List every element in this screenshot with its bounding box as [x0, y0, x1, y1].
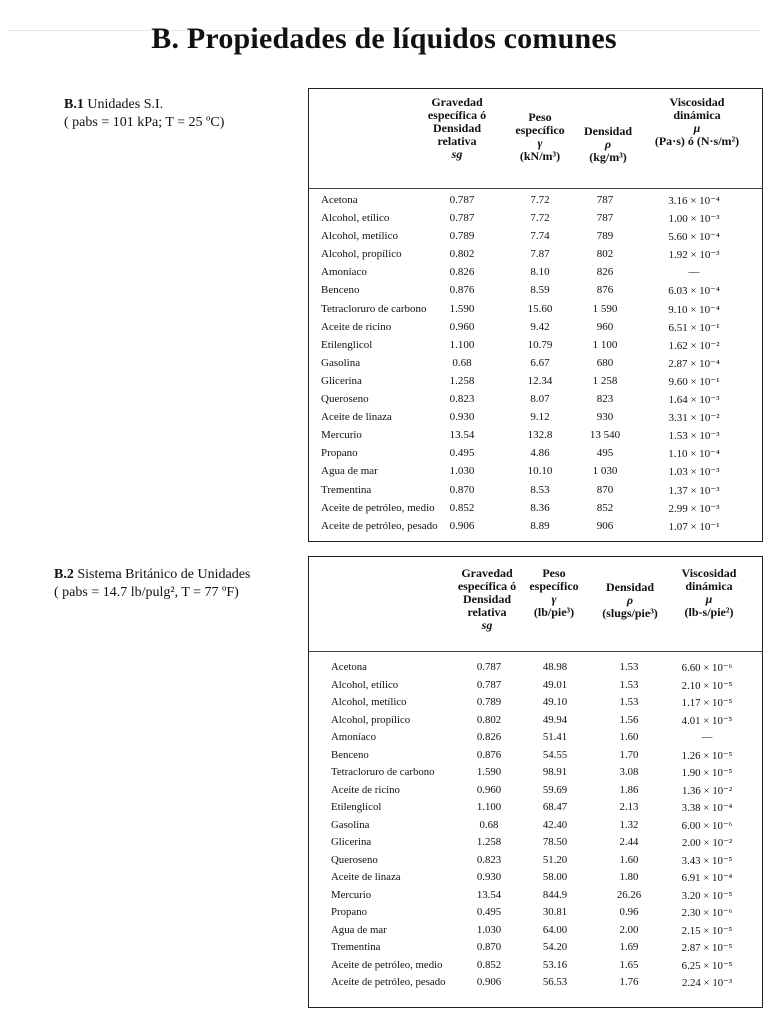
header-unit: (kN/m³) — [519, 149, 561, 163]
header-line: específica ó — [427, 108, 487, 122]
cell-peso-especifico: 51.41 — [542, 731, 568, 743]
cell-viscosidad: 2.00 × 10⁻² — [681, 837, 733, 849]
cell-densidad: 906 — [596, 519, 614, 532]
cell-sg: 1.030 — [449, 465, 475, 478]
header-unit: (kg/m³) — [589, 150, 627, 164]
cell-peso-especifico: 7.72 — [530, 194, 550, 206]
cell-peso-especifico: 6.67 — [530, 356, 550, 369]
header-line: dinámica — [673, 108, 721, 122]
cell-sg: 13.54 — [476, 888, 502, 901]
cell-densidad: 930 — [596, 411, 614, 424]
cell-viscosidad: 6.91 × 10⁻⁴ — [681, 872, 733, 884]
table-row — [309, 764, 762, 782]
cell-sg: 0.787 — [449, 194, 475, 206]
cell-liquid-name: Aceite de petróleo, pesado — [321, 519, 438, 532]
cell-peso-especifico: 9.12 — [530, 411, 550, 424]
header-unit: (slugs/pie³) — [602, 606, 658, 620]
table-row — [309, 391, 762, 409]
cell-viscosidad: 3.31 × 10⁻² — [668, 412, 720, 425]
cell-peso-especifico: 8.53 — [530, 483, 550, 496]
table-row — [309, 869, 762, 887]
cell-viscosidad: 2.10 × 10⁻⁵ — [681, 679, 733, 692]
cell-sg: 0.852 — [476, 958, 502, 971]
header-symbol: ρ — [604, 137, 612, 151]
header-line: específico — [529, 579, 579, 593]
header-unit: (lb-s/pie²) — [684, 605, 734, 619]
cell-peso-especifico: 7.72 — [530, 212, 550, 225]
cell-peso-especifico: 64.00 — [542, 923, 568, 936]
header-line: relativa — [437, 134, 477, 148]
cell-densidad: 870 — [596, 483, 614, 496]
cell-viscosidad: 1.00 × 10⁻³ — [668, 213, 720, 226]
header-symbol: γ — [537, 136, 543, 150]
cell-peso-especifico: 844.9 — [542, 888, 568, 901]
cell-sg: 1.100 — [449, 338, 475, 351]
cell-peso-especifico: 12.34 — [527, 374, 553, 387]
table-row — [309, 282, 762, 300]
cell-densidad: 2.44 — [619, 836, 639, 848]
cell-sg: 0.823 — [449, 393, 475, 406]
cell-densidad: 826 — [596, 266, 614, 279]
table-row — [309, 712, 762, 730]
cell-viscosidad: 6.00 × 10⁻⁶ — [681, 819, 733, 832]
table1-label-number: B.1 — [64, 97, 84, 112]
cell-liquid-name: Alcohol, propílico — [331, 713, 411, 726]
cell-densidad: 789 — [596, 230, 614, 243]
cell-peso-especifico: 8.07 — [530, 393, 550, 406]
cell-viscosidad: 2.87 × 10⁻⁴ — [668, 357, 720, 370]
cell-peso-especifico: 42.40 — [542, 818, 568, 831]
cell-viscosidad: 4.01 × 10⁻⁵ — [681, 714, 733, 727]
cell-densidad: 0.96 — [619, 906, 639, 918]
cell-viscosidad: 1.10 × 10⁻⁴ — [668, 448, 720, 461]
cell-liquid-name: Propano — [331, 906, 367, 918]
cell-sg: 0.930 — [449, 411, 475, 424]
cell-densidad: 1.76 — [619, 976, 639, 988]
cell-sg: 0.787 — [476, 661, 502, 673]
cell-liquid-name: Agua de mar — [321, 465, 378, 478]
cell-densidad: 1 258 — [592, 374, 618, 387]
table1 — [308, 88, 763, 542]
header-line: Densidad — [583, 124, 633, 138]
table1-header-peso-especifico — [505, 111, 575, 163]
cell-peso-especifico: 8.10 — [530, 266, 550, 279]
table-row — [309, 852, 762, 870]
header-line: Viscosidad — [669, 95, 725, 109]
cell-liquid-name: Etilenglicol — [331, 801, 382, 813]
table-row — [309, 409, 762, 427]
cell-liquid-name: Aceite de linaza — [321, 411, 392, 424]
cell-viscosidad: — — [701, 731, 713, 743]
header-symbol: sg — [481, 618, 493, 632]
table-row — [309, 747, 762, 765]
cell-densidad: 787 — [596, 212, 614, 225]
header-line: Peso — [542, 566, 566, 580]
cell-sg: 0.876 — [449, 284, 475, 297]
cell-densidad: 1 590 — [592, 302, 618, 315]
cell-liquid-name: Alcohol, metílico — [331, 696, 407, 708]
cell-densidad: 495 — [596, 447, 614, 460]
cell-sg: 0.906 — [476, 976, 502, 988]
cell-sg: 0.823 — [476, 853, 502, 866]
table2-header-viscosidad — [659, 567, 759, 619]
cell-densidad: 1.53 — [619, 696, 639, 708]
cell-peso-especifico: 51.20 — [542, 853, 568, 866]
header-line: Densidad — [605, 580, 655, 594]
cell-sg: 1.100 — [476, 801, 502, 813]
cell-densidad: 3.08 — [619, 766, 639, 778]
cell-densidad: 1 030 — [592, 465, 618, 478]
cell-liquid-name: Alcohol, propílico — [321, 248, 402, 261]
cell-liquid-name: Alcohol, metílico — [321, 230, 398, 243]
cell-viscosidad: 9.10 × 10⁻⁴ — [668, 303, 720, 316]
cell-sg: 0.870 — [449, 483, 475, 496]
cell-sg: 1.590 — [476, 766, 502, 778]
cell-peso-especifico: 15.60 — [527, 302, 553, 315]
cell-viscosidad: 2.30 × 10⁻⁶ — [681, 907, 733, 919]
cell-sg: 0.960 — [476, 783, 502, 796]
table-row — [309, 799, 762, 817]
header-line: Gravedad — [431, 95, 483, 109]
table2-header-rule — [309, 651, 762, 652]
cell-sg: 0.906 — [449, 519, 475, 532]
header-line: Viscosidad — [681, 566, 737, 580]
table2-label-text: Sistema Británico de Unidades — [73, 567, 251, 582]
header-symbol: ρ — [626, 593, 634, 607]
cell-sg: 0.789 — [476, 696, 502, 708]
cell-sg: 0.495 — [476, 906, 502, 918]
cell-viscosidad: 1.53 × 10⁻³ — [668, 430, 720, 443]
table-row — [309, 817, 762, 835]
cell-viscosidad: 9.60 × 10⁻¹ — [668, 375, 720, 388]
header-line: Peso — [528, 110, 552, 124]
cell-viscosidad: 6.51 × 10⁻¹ — [668, 321, 720, 334]
cell-liquid-name: Trementina — [321, 483, 372, 496]
cell-liquid-name: Gasolina — [321, 356, 361, 369]
table1-caption — [64, 96, 224, 132]
cell-sg: 1.258 — [476, 836, 502, 848]
cell-peso-especifico: 68.47 — [542, 801, 568, 813]
cell-densidad: 1.70 — [619, 748, 639, 761]
cell-liquid-name: Gasolina — [331, 818, 370, 831]
cell-sg: 1.030 — [476, 923, 502, 936]
table-row — [309, 445, 762, 463]
cell-viscosidad: 3.16 × 10⁻⁴ — [668, 195, 720, 207]
cell-liquid-name: Amoníaco — [321, 266, 367, 279]
cell-liquid-name: Tetracloruro de carbono — [331, 766, 435, 778]
cell-viscosidad: 1.17 × 10⁻⁵ — [681, 697, 733, 709]
table2-body — [309, 659, 762, 992]
cell-sg: 0.802 — [449, 248, 475, 261]
table-row — [309, 210, 762, 228]
table-row — [309, 373, 762, 391]
header-symbol: γ — [551, 592, 557, 606]
table-row — [309, 355, 762, 373]
cell-liquid-name: Aceite de linaza — [331, 871, 401, 883]
cell-densidad: 1.53 — [619, 661, 639, 673]
cell-peso-especifico: 4.86 — [530, 447, 550, 460]
header-line: relativa — [467, 605, 507, 619]
table-row — [309, 482, 762, 500]
cell-liquid-name: Queroseno — [321, 393, 369, 406]
cell-sg: 1.258 — [449, 374, 475, 387]
table-row — [309, 337, 762, 355]
cell-liquid-name: Amoníaco — [331, 731, 376, 743]
cell-sg: 0.960 — [449, 320, 475, 333]
cell-peso-especifico: 30.81 — [542, 906, 568, 918]
table-row — [309, 939, 762, 957]
table-row — [309, 518, 762, 536]
header-line: específica ó — [457, 579, 517, 593]
header-line: Gravedad — [461, 566, 513, 580]
cell-viscosidad: 1.92 × 10⁻³ — [668, 249, 720, 262]
cell-densidad: 1 100 — [592, 338, 618, 351]
cell-liquid-name: Glicerina — [331, 836, 372, 848]
cell-densidad: 1.60 — [619, 853, 639, 866]
cell-densidad: 1.65 — [619, 958, 639, 971]
cell-densidad: 2.00 — [619, 923, 639, 936]
cell-liquid-name: Aceite de petróleo, medio — [321, 501, 435, 514]
table2-header-peso-especifico — [523, 567, 585, 619]
table-row — [309, 904, 762, 922]
cell-viscosidad: 1.62 × 10⁻² — [668, 339, 720, 352]
cell-liquid-name: Mercurio — [321, 429, 362, 442]
table-row — [309, 782, 762, 800]
cell-sg: 0.789 — [449, 230, 475, 243]
header-symbol: μ — [705, 592, 713, 606]
cell-viscosidad: 5.60 × 10⁻⁴ — [668, 231, 720, 244]
cell-peso-especifico: 49.10 — [542, 696, 568, 708]
header-symbol: sg — [451, 147, 463, 161]
cell-liquid-name: Aceite de ricino — [331, 783, 400, 796]
cell-peso-especifico: 58.00 — [542, 871, 568, 883]
cell-viscosidad: 3.43 × 10⁻⁵ — [681, 854, 733, 867]
cell-densidad: 823 — [596, 393, 614, 406]
table-row — [309, 264, 762, 282]
cell-viscosidad: 1.36 × 10⁻² — [681, 784, 733, 797]
cell-sg: 0.826 — [476, 731, 502, 743]
cell-densidad: 680 — [596, 356, 614, 369]
cell-densidad: 1.53 — [619, 678, 639, 691]
cell-viscosidad: 1.64 × 10⁻³ — [668, 394, 720, 407]
table-row — [309, 500, 762, 518]
table-row — [309, 192, 762, 210]
cell-viscosidad: 3.20 × 10⁻⁵ — [681, 889, 733, 902]
table-row — [309, 887, 762, 905]
cell-liquid-name: Aceite de petróleo, medio — [331, 958, 443, 971]
cell-viscosidad: — — [688, 266, 700, 279]
cell-sg: 0.870 — [476, 941, 502, 953]
cell-liquid-name: Acetona — [321, 194, 358, 206]
cell-peso-especifico: 53.16 — [542, 958, 568, 971]
cell-densidad: 876 — [596, 284, 614, 297]
cell-densidad: 13 540 — [589, 429, 621, 442]
cell-liquid-name: Propano — [321, 447, 358, 460]
cell-liquid-name: Trementina — [331, 941, 381, 953]
cell-viscosidad: 1.26 × 10⁻⁵ — [681, 749, 733, 762]
cell-liquid-name: Alcohol, etílico — [331, 678, 399, 691]
cell-viscosidad: 6.60 × 10⁻⁶ — [681, 662, 733, 674]
table-row — [309, 729, 762, 747]
cell-peso-especifico: 8.59 — [530, 284, 550, 297]
cell-peso-especifico: 10.79 — [527, 338, 553, 351]
cell-viscosidad: 2.15 × 10⁻⁵ — [681, 924, 733, 937]
cell-liquid-name: Mercurio — [331, 888, 372, 901]
table-row — [309, 922, 762, 940]
table-row — [309, 427, 762, 445]
header-line: dinámica — [685, 579, 733, 593]
header-line: Densidad — [432, 121, 482, 135]
cell-sg: 0.68 — [452, 356, 472, 369]
table1-header-rule — [309, 188, 762, 189]
table-row — [309, 834, 762, 852]
table-row — [309, 694, 762, 712]
cell-viscosidad: 3.38 × 10⁻⁴ — [681, 802, 733, 814]
table1-conditions: ( pabs = 101 kPa; T = 25 ºC) — [64, 115, 225, 130]
cell-viscosidad: 6.25 × 10⁻⁵ — [681, 959, 733, 972]
table2-caption — [54, 566, 250, 602]
table-row — [309, 677, 762, 695]
cell-sg: 0.826 — [449, 266, 475, 279]
cell-viscosidad: 1.37 × 10⁻³ — [668, 484, 720, 497]
cell-densidad: 852 — [596, 501, 614, 514]
cell-densidad: 26.26 — [616, 888, 642, 901]
cell-sg: 0.68 — [479, 818, 499, 831]
cell-peso-especifico: 8.89 — [530, 519, 550, 532]
cell-viscosidad: 1.90 × 10⁻⁵ — [681, 767, 733, 779]
header-line: Densidad — [462, 592, 512, 606]
cell-peso-especifico: 48.98 — [542, 661, 568, 673]
cell-peso-especifico: 59.69 — [542, 783, 568, 796]
cell-sg: 0.495 — [449, 447, 475, 460]
table1-header-viscosidad — [639, 96, 755, 148]
table1-header-sg — [417, 96, 497, 161]
cell-liquid-name: Glicerina — [321, 374, 362, 387]
cell-peso-especifico: 9.42 — [530, 320, 550, 333]
cell-liquid-name: Benceno — [331, 748, 369, 761]
cell-viscosidad: 6.03 × 10⁻⁴ — [668, 285, 720, 298]
cell-sg: 13.54 — [449, 429, 475, 442]
cell-peso-especifico: 78.50 — [542, 836, 568, 848]
cell-liquid-name: Agua de mar — [331, 923, 387, 936]
table-row — [309, 319, 762, 337]
cell-liquid-name: Tetracloruro de carbono — [321, 302, 427, 315]
cell-densidad: 802 — [596, 248, 614, 261]
table2 — [308, 556, 763, 1008]
table-row — [309, 228, 762, 246]
cell-sg: 0.787 — [476, 678, 502, 691]
cell-sg: 0.787 — [449, 212, 475, 225]
cell-liquid-name: Aceite de ricino — [321, 320, 392, 333]
table-row — [309, 659, 762, 677]
cell-densidad: 787 — [596, 194, 614, 206]
table-row — [309, 957, 762, 975]
cell-densidad: 1.56 — [619, 713, 639, 726]
cell-peso-especifico: 49.01 — [542, 678, 568, 691]
cell-liquid-name: Queroseno — [331, 853, 378, 866]
cell-peso-especifico: 98.91 — [542, 766, 568, 778]
cell-viscosidad: 2.87 × 10⁻⁵ — [681, 942, 733, 954]
table2-conditions: ( pabs = 14.7 lb/pulg², T = 77 ºF) — [54, 585, 239, 600]
cell-liquid-name: Etilenglicol — [321, 338, 373, 351]
cell-viscosidad: 1.07 × 10⁻¹ — [668, 520, 720, 533]
cell-sg: 0.876 — [476, 748, 502, 761]
header-symbol: μ — [693, 121, 701, 135]
cell-peso-especifico: 10.10 — [527, 465, 553, 478]
cell-peso-especifico: 49.94 — [542, 713, 568, 726]
table-row — [309, 974, 762, 992]
table1-label-text: Unidades S.I. — [83, 97, 164, 112]
cell-liquid-name: Aceite de petróleo, pesado — [331, 976, 446, 988]
cell-densidad: 2.13 — [619, 801, 639, 813]
cell-densidad: 1.86 — [619, 783, 639, 796]
cell-densidad: 1.80 — [619, 871, 639, 883]
cell-liquid-name: Benceno — [321, 284, 360, 297]
header-unit: (Pa·s) ó (N·s/m²) — [654, 134, 740, 148]
cell-densidad: 1.69 — [619, 941, 639, 953]
cell-peso-especifico: 56.53 — [542, 976, 568, 988]
cell-sg: 1.590 — [449, 302, 475, 315]
cell-peso-especifico: 54.55 — [542, 748, 568, 761]
table2-label-number: B.2 — [54, 567, 74, 582]
table-row — [309, 301, 762, 319]
cell-peso-especifico: 7.74 — [530, 230, 550, 243]
cell-viscosidad: 2.24 × 10⁻³ — [681, 977, 733, 989]
cell-peso-especifico: 7.87 — [530, 248, 550, 261]
header-line: específico — [515, 123, 565, 137]
cell-liquid-name: Alcohol, etílico — [321, 212, 390, 225]
cell-viscosidad: 1.03 × 10⁻³ — [668, 466, 720, 479]
cell-sg: 0.802 — [476, 713, 502, 726]
table2-header-sg — [447, 567, 527, 632]
header-unit: (lb/pie³) — [533, 605, 575, 619]
cell-densidad: 960 — [596, 320, 614, 333]
table1-body — [309, 192, 762, 536]
cell-peso-especifico: 132.8 — [527, 429, 553, 442]
cell-peso-especifico: 54.20 — [542, 941, 568, 953]
table-row — [309, 463, 762, 481]
table-row — [309, 246, 762, 264]
cell-sg: 0.930 — [476, 871, 502, 883]
cell-peso-especifico: 8.36 — [530, 501, 550, 514]
cell-densidad: 1.32 — [619, 818, 639, 831]
page-title: B. Propiedades de líquidos comunes — [151, 22, 617, 55]
cell-liquid-name: Acetona — [331, 661, 367, 673]
cell-viscosidad: 2.99 × 10⁻³ — [668, 502, 720, 515]
cell-densidad: 1.60 — [619, 731, 639, 743]
cell-sg: 0.852 — [449, 501, 475, 514]
table1-header-densidad — [577, 125, 639, 164]
table2-header-densidad — [591, 581, 669, 620]
